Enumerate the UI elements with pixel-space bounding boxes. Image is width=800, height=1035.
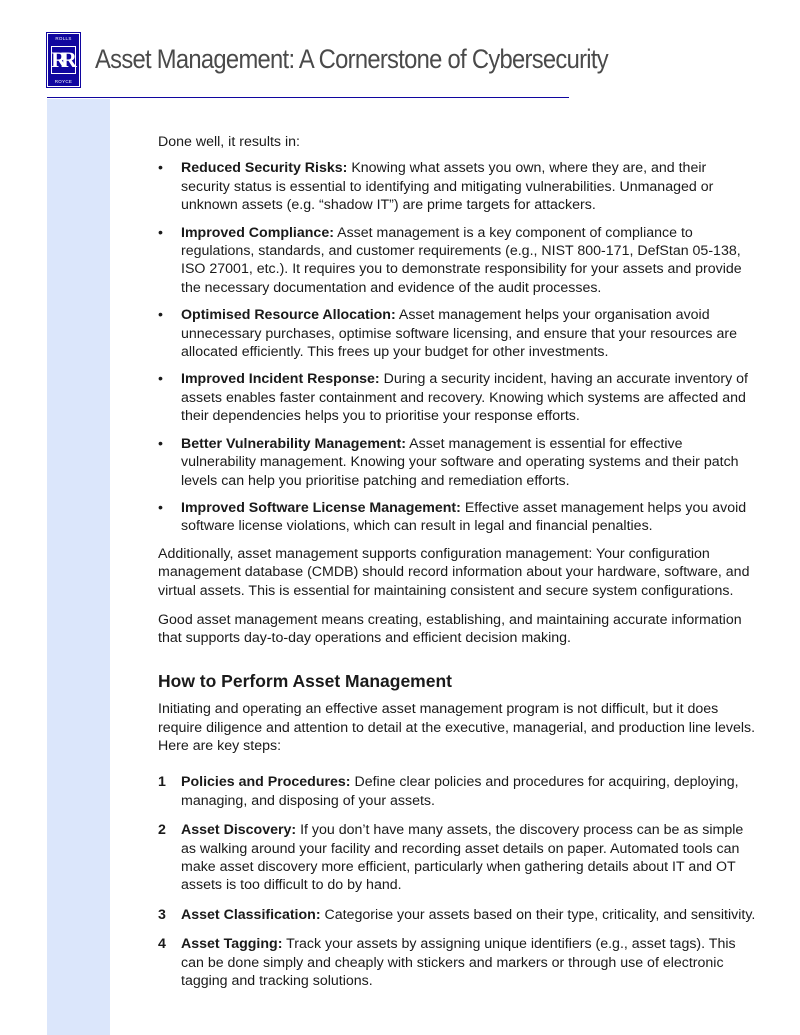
benefit-label: Improved Incident Response: xyxy=(181,371,380,388)
list-item xyxy=(158,499,758,536)
page-title: Asset Management: A Cornerstone of Cybersecurity xyxy=(95,44,608,74)
step-text: Define clear policies and procedures for acquiring, deploying, managing, and disposing of your assets. xyxy=(181,774,739,809)
list-item xyxy=(158,370,758,425)
benefit-text: Effective asset management helps you avoid software license violations, which can result in legal and financial penalties. xyxy=(181,499,747,535)
logo-mark-box xyxy=(51,46,76,74)
step-number: 3 xyxy=(158,906,166,923)
benefit-text: During a security incident, having an accurate inventory of assets enables faster containment and recovery. Knowing which systems are affected and their dependencies helps you to prioritise your response efforts. xyxy=(181,371,748,425)
list-item xyxy=(158,224,758,298)
bullet-icon: • xyxy=(158,224,163,241)
list-item xyxy=(158,935,758,990)
step-text: Track your assets by assigning unique identifiers (e.g., asset tags). This can be done simply and cheaply with stickers and markers or through use of electronic tagging and tracking solutions. xyxy=(181,936,736,990)
list-item xyxy=(158,159,758,214)
benefit-label: Reduced Security Risks: xyxy=(181,160,348,177)
step-number: 1 xyxy=(158,774,166,791)
benefit-label: Optimised Resource Allocation: xyxy=(181,307,396,324)
bullet-icon: • xyxy=(158,307,163,324)
list-item xyxy=(158,906,758,924)
paragraph-configuration: Additionally, asset management supports configuration management: Your configuration management database (CMDB) should record information about your hardware, software, and virtual assets. This is essential for maintaining consistent and secure system configurations. xyxy=(158,545,750,599)
step-number: 2 xyxy=(158,822,166,839)
document-body xyxy=(158,133,758,1001)
section-heading: How to Perform Asset Management xyxy=(158,670,452,691)
benefit-label: Improved Compliance: xyxy=(181,224,334,241)
logo-bottom-text: ROYCE xyxy=(54,79,73,84)
step-label: Asset Discovery: xyxy=(181,822,297,839)
benefits-list xyxy=(158,159,758,535)
step-label: Policies and Procedures: xyxy=(181,774,351,791)
benefit-text: Asset management helps your organisation avoid unnecessary purchases, optimise software licensing, and ensure that your resources are allocated efficiently. This frees up your budget for other investments. xyxy=(181,307,737,361)
list-item xyxy=(158,773,758,810)
list-item xyxy=(158,435,758,490)
section-intro: Initiating and operating an effective asset management program is not difficult, but it does require diligence and attention to detail at the executive, managerial, and production line levels. Here are key steps: xyxy=(158,701,756,754)
intro-text: Done well, it results in: xyxy=(158,134,300,150)
step-label: Asset Tagging: xyxy=(181,936,283,953)
benefit-label: Improved Software License Management: xyxy=(181,499,461,516)
list-item xyxy=(158,821,758,895)
bullet-icon: • xyxy=(158,499,163,516)
header-divider xyxy=(47,97,569,98)
benefit-label: Better Vulnerability Management: xyxy=(181,435,406,452)
bullet-icon: • xyxy=(158,160,163,177)
benefit-text: Asset management is essential for effective vulnerability management. Knowing your software and operating systems and their patch levels can help you prioritise patching and remediation efforts. xyxy=(181,435,739,489)
steps-list xyxy=(158,773,758,990)
benefit-text: Knowing what assets you own, where they are, and their security status is essential to identifying and mitigating vulnerabilities. Unmanaged or unknown assets (e.g. “shadow IT”) are prime targets for attackers. xyxy=(181,160,714,214)
list-item xyxy=(158,306,758,361)
rolls-royce-logo xyxy=(47,33,80,87)
paragraph-summary: Good asset management means creating, establishing, and maintaining accurate information that supports day-to-day operations and efficient decision making. xyxy=(158,611,742,647)
bullet-icon: • xyxy=(158,371,163,388)
step-text: Categorise your assets based on their type, criticality, and sensitivity. xyxy=(320,906,756,923)
step-number: 4 xyxy=(158,936,166,953)
bullet-icon: • xyxy=(158,435,163,452)
step-label: Asset Classification: xyxy=(181,906,321,923)
logo-top-text: ROLLS xyxy=(55,36,72,41)
sidebar-band xyxy=(47,99,110,1035)
benefit-text: Asset management is a key component of compliance to regulations, standards, and customer requirements (e.g., NIST 800-171, DefStan 05-138, ISO 27001, etc.). It requires you to demonstrate responsibility for your assets and provide the necessary documentation and evidence of the audit processes. xyxy=(181,224,742,296)
step-text: If you don’t have many assets, the discovery process can be as simple as walking around your facility and recording asset details on paper. Automated tools can make asset discovery more efficient, particularly when gathering details about IT and OT assets is too difficult to do by hand. xyxy=(181,822,744,894)
logo-mark: RR xyxy=(51,47,71,72)
